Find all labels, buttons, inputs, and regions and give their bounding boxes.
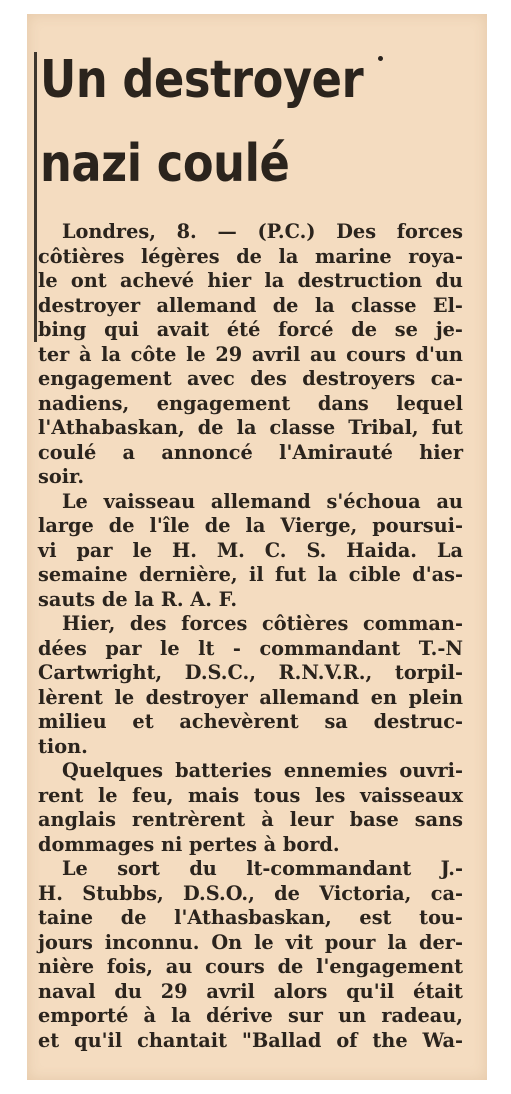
article-line: anglais rentrèrent à leur base sans: [38, 808, 463, 831]
article-line: l'Athabaskan, de la classe Tribal, fut: [38, 416, 463, 439]
article-line: Londres, 8. — (P.C.) Des forces: [62, 220, 463, 243]
article-line: taine de l'Athasbaskan, est tou-: [38, 906, 463, 929]
article-paragraph: [38, 490, 463, 613]
article-line: Hier, des forces côtières comman-: [62, 612, 463, 635]
article-paragraph: [38, 220, 463, 490]
article-line: et qu'il chantait "Ballad of the Wa-: [38, 1028, 463, 1052]
article-line: semaine dernière, il fut la cible d'as-: [38, 563, 463, 586]
article-line: H. Stubbs, D.S.O., de Victoria, ca-: [38, 881, 463, 905]
article-paragraph: [38, 759, 463, 857]
article-line: Quelques batteries ennemies ouvri-: [62, 759, 463, 782]
article-line: Cartwright, D.S.C., R.N.V.R., torpil-: [38, 661, 463, 684]
article-line: sauts de la R. A. F.: [38, 587, 238, 611]
article-line: tion.: [38, 734, 88, 758]
article-line: le ont achevé hier la destruction du: [38, 269, 463, 292]
article-line: soir.: [38, 465, 85, 488]
headline-line-1: Un destroyer: [40, 50, 364, 110]
article-paragraph: [38, 612, 463, 759]
article-line: rent le feu, mais tous les vaisseaux: [38, 783, 463, 807]
article-line: Le vaisseau allemand s'échoua au: [62, 489, 463, 513]
column-rule: [34, 52, 37, 342]
article-line: bing qui avait été forcé de se je-: [38, 318, 463, 341]
article-line: ter à la côte le 29 avril au cours d'un: [38, 342, 463, 366]
article-line: dommages ni pertes à bord.: [38, 832, 340, 856]
article-line: engagement avec des destroyers ca-: [38, 367, 463, 390]
article-line: destroyer allemand de la classe El-: [38, 293, 463, 317]
article-line: côtières légères de la marine roya-: [38, 244, 463, 268]
article-line: coulé a annoncé l'Amirauté hier: [38, 440, 463, 464]
article-line: emporté à la dérive sur un radeau,: [38, 1004, 463, 1027]
headline: [40, 38, 410, 206]
article-line: vi par le H. M. C. S. Haida. La: [38, 538, 463, 562]
article-line: nadiens, engagement dans lequel: [38, 391, 463, 415]
article-line: large de l'île de la Vierge, poursui-: [38, 514, 463, 537]
article-line: lèrent le destroyer allemand en plein: [38, 685, 463, 709]
article-line: nière fois, au cours de l'engagement: [38, 955, 463, 978]
article-line: milieu et achevèrent sa destruc-: [38, 710, 463, 733]
article-line: Le sort du lt-commandant J.-: [62, 857, 463, 880]
article-line: dées par le lt - commandant T.-N: [38, 636, 463, 660]
article-paragraph: [38, 857, 463, 1053]
article-body: [38, 220, 463, 1053]
headline-line-2: nazi coulé: [40, 134, 290, 194]
article-line: jours inconnu. On le vit pour la der-: [38, 930, 463, 954]
article-line: naval du 29 avril alors qu'il était: [38, 979, 463, 1003]
